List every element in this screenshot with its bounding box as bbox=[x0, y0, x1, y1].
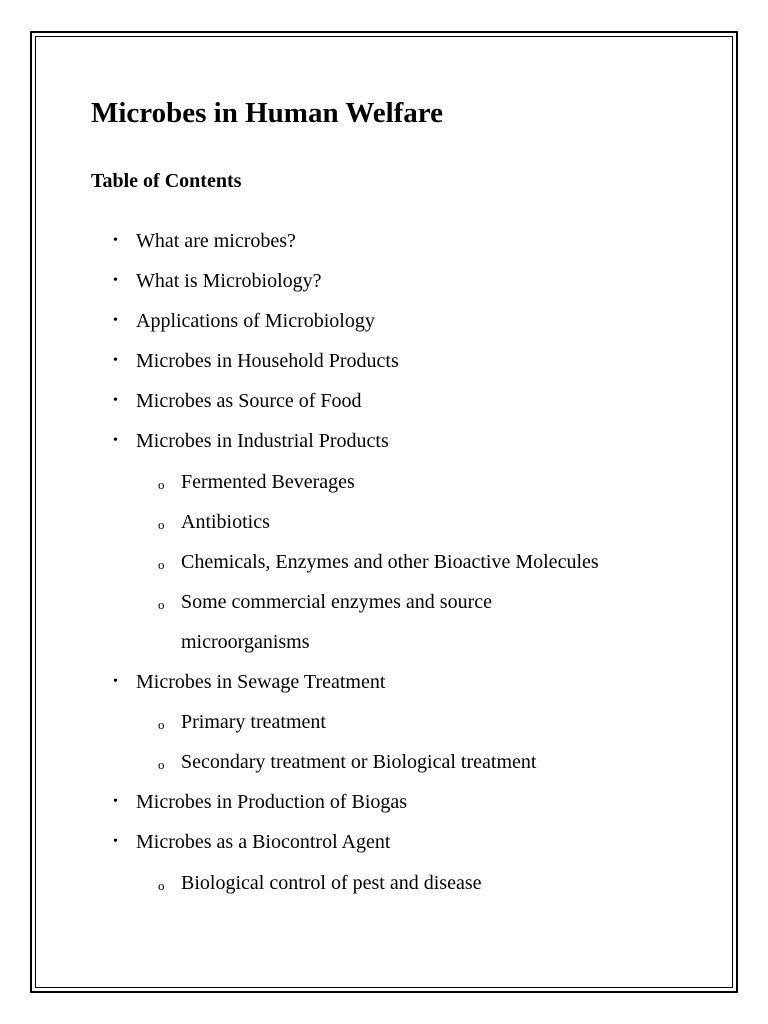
toc-item[interactable] bbox=[0, 462, 768, 502]
toc-item[interactable] bbox=[0, 702, 768, 742]
toc-item[interactable] bbox=[0, 421, 768, 461]
bullet-icon: • bbox=[113, 834, 118, 850]
sub-bullet-icon: o bbox=[158, 596, 165, 612]
toc-item-label: Chemicals, Enzymes and other Bioactive Molecules bbox=[181, 550, 599, 573]
toc-item[interactable] bbox=[0, 301, 768, 341]
sub-bullet-icon: o bbox=[158, 476, 165, 492]
toc-item[interactable] bbox=[0, 341, 768, 381]
sub-bullet-icon: o bbox=[158, 556, 165, 572]
toc-item-label: microorganisms bbox=[181, 630, 310, 653]
toc-item-label: Microbes as Source of Food bbox=[136, 390, 362, 413]
bullet-icon: • bbox=[113, 273, 118, 289]
toc-item[interactable] bbox=[0, 542, 768, 582]
toc-item-label: Biological control of pest and disease bbox=[181, 871, 482, 894]
toc-item-label: Fermented Beverages bbox=[181, 470, 355, 493]
bullet-icon: • bbox=[113, 353, 118, 369]
toc-item[interactable] bbox=[0, 863, 768, 903]
toc-item-label: Secondary treatment or Biological treatment bbox=[181, 751, 537, 774]
toc-item-continuation[interactable] bbox=[0, 622, 768, 662]
bullet-icon: • bbox=[113, 794, 118, 810]
bullet-icon: • bbox=[113, 313, 118, 329]
toc-item[interactable] bbox=[0, 261, 768, 301]
toc-item-label: Applications of Microbiology bbox=[136, 310, 375, 333]
table-of-contents bbox=[0, 221, 768, 903]
toc-item[interactable] bbox=[0, 381, 768, 421]
toc-item[interactable] bbox=[0, 782, 768, 822]
toc-item[interactable] bbox=[0, 582, 768, 622]
bullet-icon: • bbox=[113, 674, 118, 690]
toc-item[interactable] bbox=[0, 662, 768, 702]
toc-item[interactable] bbox=[0, 742, 768, 782]
toc-item-label: Microbes in Sewage Treatment bbox=[136, 671, 386, 694]
toc-item-label: Antibiotics bbox=[181, 510, 270, 533]
bullet-icon: • bbox=[113, 233, 118, 248]
toc-item-label: Microbes in Household Products bbox=[136, 350, 399, 373]
toc-heading: Table of Contents bbox=[91, 170, 242, 192]
toc-item[interactable] bbox=[0, 221, 768, 261]
sub-bullet-icon: o bbox=[158, 516, 165, 532]
toc-item-label: Microbes as a Biocontrol Agent bbox=[136, 831, 391, 854]
sub-bullet-icon: o bbox=[158, 717, 165, 733]
sub-bullet-icon: o bbox=[158, 757, 165, 773]
toc-item-label: Primary treatment bbox=[181, 711, 326, 734]
bullet-icon: • bbox=[113, 393, 118, 409]
bullet-icon: • bbox=[113, 433, 118, 449]
toc-item[interactable] bbox=[0, 822, 768, 862]
toc-item-label: Some commercial enzymes and source bbox=[181, 590, 492, 613]
toc-item-label: What are microbes? bbox=[136, 230, 296, 252]
toc-item-label: Microbes in Production of Biogas bbox=[136, 791, 408, 814]
toc-item-label: What is Microbiology? bbox=[136, 270, 322, 293]
document-title: Microbes in Human Welfare bbox=[91, 97, 444, 129]
toc-item-label: Microbes in Industrial Products bbox=[136, 430, 389, 453]
sub-bullet-icon: o bbox=[158, 877, 165, 893]
toc-item[interactable] bbox=[0, 502, 768, 542]
